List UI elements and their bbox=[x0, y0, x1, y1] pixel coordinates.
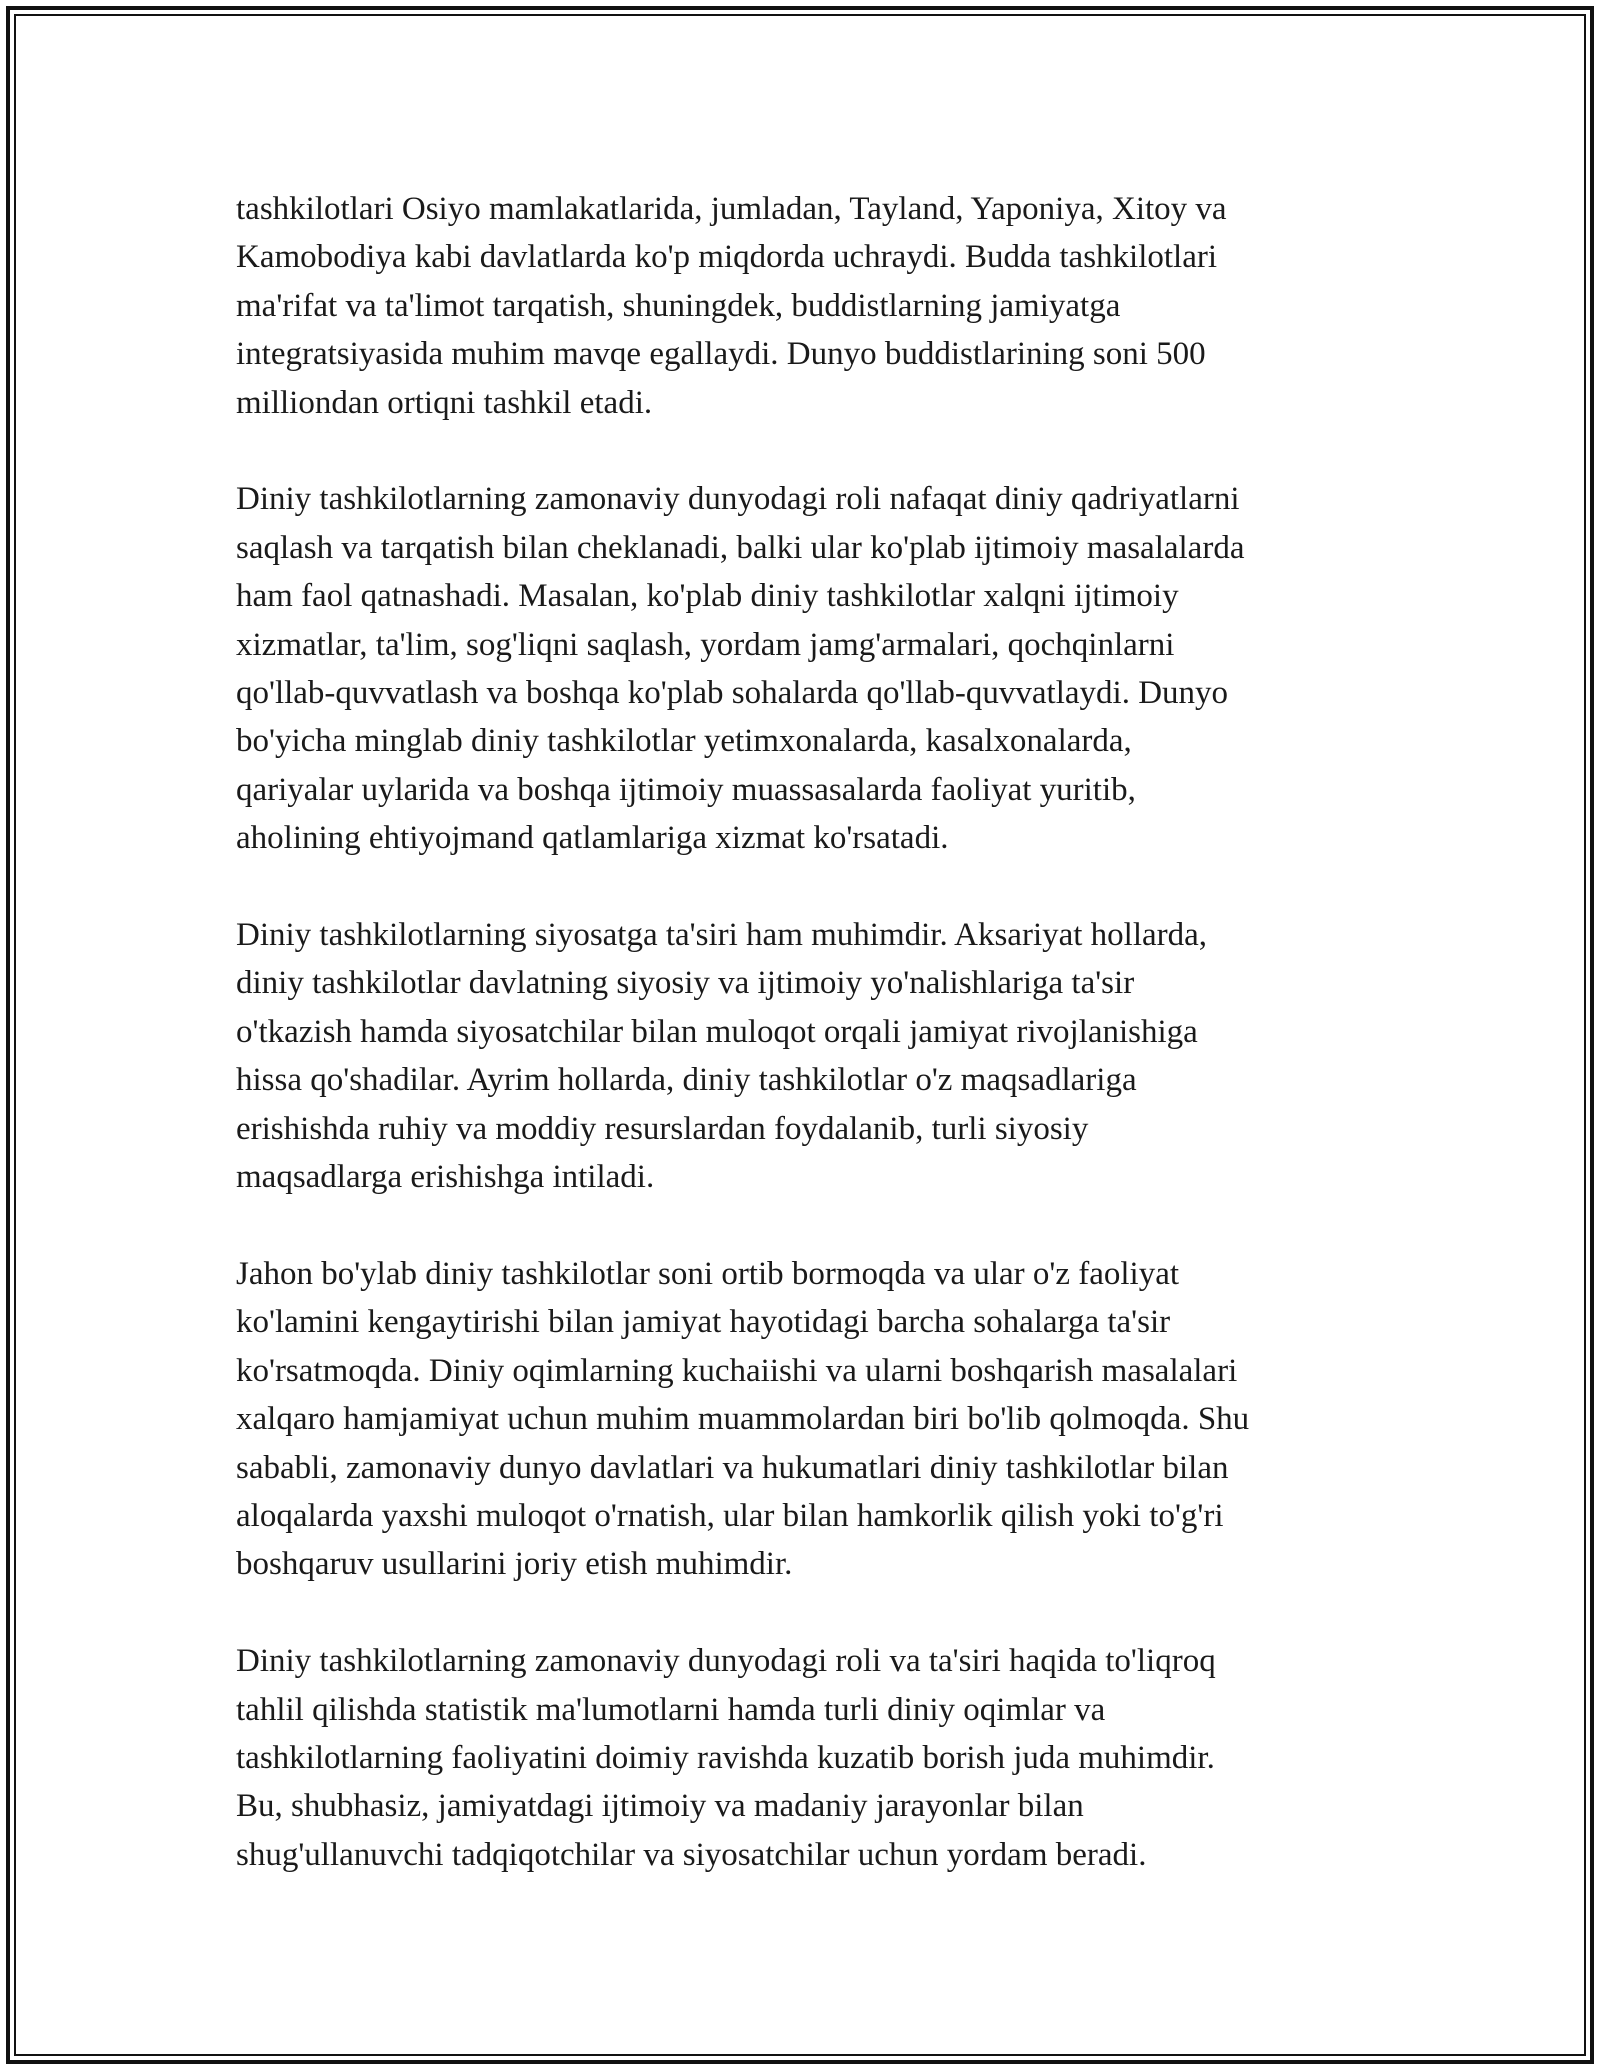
text-line: xizmatlar, ta'lim, sog'liqni saqlash, yordam jamg'armalari, qochqinlarni bbox=[236, 626, 1175, 663]
text-line: diniy tashkilotlar davlatning siyosiy va ijtimoiy yo'nalishlariga ta'sir bbox=[236, 965, 1135, 1002]
paragraph-3 bbox=[236, 911, 1371, 1201]
text-line: aloqalarda yaxshi muloqot o'rnatish, ular bilan hamkorlik qilish yoki to'g'ri bbox=[236, 1497, 1224, 1534]
text-line: o'tkazish hamda siyosatchilar bilan muloqot orqali jamiyat rivojlanishiga bbox=[236, 1013, 1198, 1050]
text-line: saqlash va tarqatish bilan cheklanadi, balki ular ko'plab ijtimoiy masalalarda bbox=[236, 529, 1245, 566]
text-line: hissa qo'shadilar. Ayrim hollarda, diniy tashkilotlar o'z maqsadlariga bbox=[236, 1062, 1137, 1099]
text-line: bo'yicha minglab diniy tashkilotlar yetimxonalarda, kasalxonalarda, bbox=[236, 723, 1132, 760]
text-line: Bu, shubhasiz, jamiyatdagi ijtimoiy va madaniy jarayonlar bilan bbox=[236, 1788, 1084, 1825]
text-line: xalqaro hamjamiyat uchun muhim muammolardan biri bo'lib qolmoqda. Shu bbox=[236, 1401, 1250, 1438]
paragraph-1 bbox=[236, 185, 1371, 427]
text-line: boshqaruv usullarini joriy etish muhimdir. bbox=[236, 1546, 793, 1583]
paragraph-5 bbox=[236, 1637, 1371, 1879]
text-line: Kamobodiya kabi davlatlarda ko'p miqdorda uchraydi. Budda tashkilotlari bbox=[236, 239, 1218, 276]
text-line: qo'llab-quvvatlash va boshqa ko'plab sohalarda qo'llab-quvvatlaydi. Dunyo bbox=[236, 675, 1229, 712]
text-line: maqsadlarga erishishga intiladi. bbox=[236, 1159, 655, 1196]
text-line: Diniy tashkilotlarning zamonaviy dunyodagi roli nafaqat diniy qadriyatlarni bbox=[236, 481, 1240, 518]
text-line: tashkilotlarning faoliyatini doimiy ravishda kuzatib borish juda muhimdir. bbox=[236, 1739, 1215, 1776]
document-body bbox=[236, 185, 1371, 1879]
text-line: qariyalar uylarida va boshqa ijtimoiy muassasalarda faoliyat yuritib, bbox=[236, 771, 1136, 808]
text-line: milliondan ortiqni tashkil etadi. bbox=[236, 384, 653, 421]
text-line: shug'ullanuvchi tadqiqotchilar va siyosatchilar uchun yordam beradi. bbox=[236, 1836, 1147, 1873]
text-line: ko'lamini kengaytirishi bilan jamiyat hayotidagi barcha sohalarga ta'sir bbox=[236, 1304, 1171, 1341]
text-line: tashkilotlari Osiyo mamlakatlarida, jumladan, Tayland, Yaponiya, Xitoy va bbox=[236, 191, 1227, 227]
paragraph-4 bbox=[236, 1250, 1371, 1589]
paragraph-2 bbox=[236, 475, 1371, 862]
text-line: Diniy tashkilotlarning siyosatga ta'siri ham muhimdir. Aksariyat hollarda, bbox=[236, 917, 1208, 954]
text-line: ko'rsatmoqda. Diniy oqimlarning kuchaiishi va ularni boshqarish masalalari bbox=[236, 1352, 1238, 1389]
text-line: aholining ehtiyojmand qatlamlariga xizmat ko'rsatadi. bbox=[236, 820, 949, 857]
text-line: ham faol qatnashadi. Masalan, ko'plab diniy tashkilotlar xalqni ijtimoiy bbox=[236, 578, 1179, 615]
text-line: Jahon bo'ylab diniy tashkilotlar soni ortib bormoqda va ular o'z faoliyat bbox=[236, 1255, 1180, 1292]
text-line: Diniy tashkilotlarning zamonaviy dunyodagi roli va ta'siri haqida to'liqroq bbox=[236, 1643, 1216, 1680]
text-line: ma'rifat va ta'limot tarqatish, shuningdek, buddistlarning jamiyatga bbox=[236, 287, 1121, 324]
text-line: tahlil qilishda statistik ma'lumotlarni hamda turli diniy oqimlar va bbox=[236, 1691, 1106, 1728]
text-line: sababli, zamonaviy dunyo davlatlari va hukumatlari diniy tashkilotlar bilan bbox=[236, 1449, 1229, 1486]
text-line: erishishda ruhiy va moddiy resurslardan foydalanib, turli siyosiy bbox=[236, 1110, 1089, 1147]
text-line: integratsiyasida muhim mavqe egallaydi. Dunyo buddistlarining soni 500 bbox=[236, 336, 1206, 373]
